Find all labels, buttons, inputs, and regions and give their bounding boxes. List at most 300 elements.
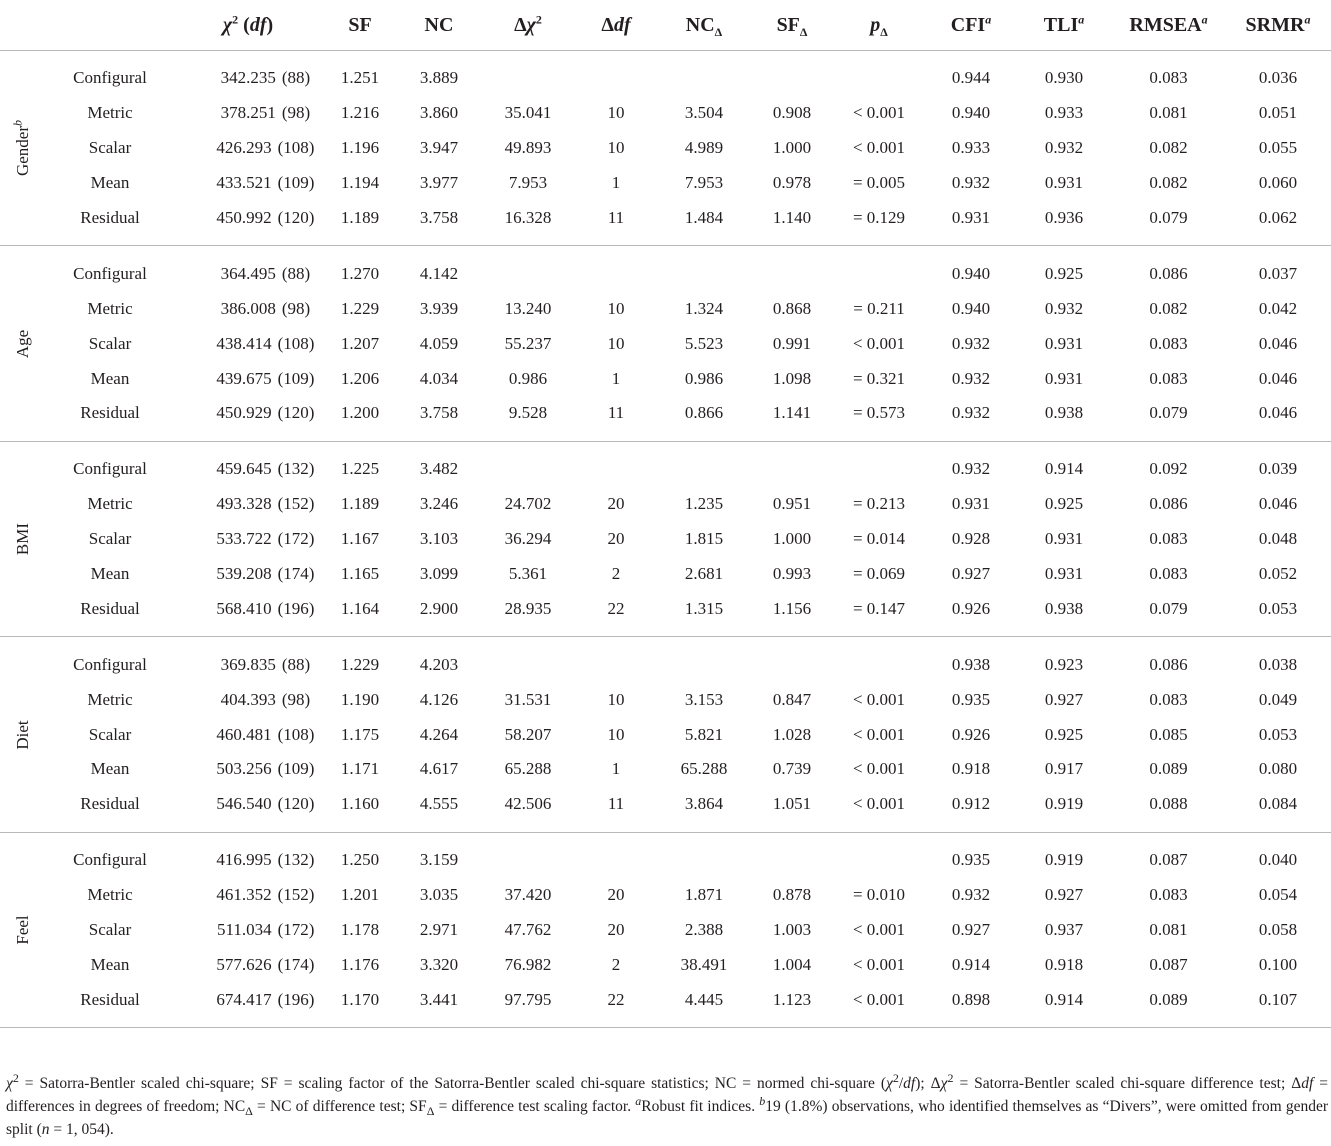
cell-tli: 0.925	[1044, 263, 1084, 283]
cell-nc-d: 4.989	[684, 138, 724, 158]
chi-value: 378.251	[220, 103, 276, 123]
chi-value: 386.008	[220, 298, 276, 318]
cell-ddf: 11	[607, 403, 625, 423]
cell-srmr: 0.037	[1258, 263, 1298, 283]
cell-nc: 3.441	[419, 989, 459, 1009]
group-label-cell	[0, 832, 46, 1027]
cell-srmr: 0.046	[1258, 494, 1298, 514]
cell-dchi: 16.328	[504, 208, 552, 227]
col-header-level	[46, 0, 174, 51]
cell-rmsea: 0.079	[1149, 598, 1188, 618]
col-header-nc: NC	[424, 13, 454, 36]
cell-cfi: 0.935	[951, 850, 991, 870]
cell-dchi: 47.762	[504, 920, 552, 940]
cell-p-d: = 0.573	[852, 403, 906, 423]
model-level: Configural	[73, 459, 147, 479]
model-level: Metric	[87, 494, 133, 514]
cell-cfi: 0.932	[951, 368, 991, 388]
cell-rmsea: 0.088	[1149, 794, 1188, 814]
cell-dchi	[480, 51, 576, 96]
cell-sf-d: 1.140	[772, 208, 812, 227]
cell-ddf: 20	[607, 494, 625, 514]
cell-rmsea: 0.085	[1149, 724, 1188, 744]
cell-tli: 0.931	[1044, 564, 1084, 584]
cell-nc: 4.555	[419, 794, 459, 814]
cell-sf: 1.176	[340, 954, 380, 974]
cell-rmsea: 0.082	[1149, 138, 1188, 158]
chi-value: 533.722	[216, 529, 272, 549]
cell-dchi: 24.702	[504, 494, 552, 514]
cell-rmsea: 0.083	[1149, 333, 1188, 353]
model-level: Configural	[73, 654, 147, 674]
cell-cfi: 0.926	[951, 598, 991, 618]
cell-tli: 0.932	[1044, 298, 1084, 318]
cell-cfi: 0.914	[951, 954, 991, 974]
cell-sf-d: 0.868	[772, 298, 812, 318]
cell-rmsea: 0.082	[1149, 173, 1188, 193]
cell-sf-d: 0.847	[772, 689, 812, 709]
cell-sf-d: 1.123	[772, 989, 812, 1009]
cell-nc-d	[656, 51, 752, 96]
chi-value: 404.393	[220, 689, 276, 709]
cell-nc-d: 3.504	[684, 103, 724, 123]
df-value: (88)	[281, 654, 311, 674]
cell-nc-d: 3.864	[684, 794, 724, 814]
cell-sf: 1.250	[340, 850, 380, 870]
cell-cfi: 0.932	[951, 173, 991, 193]
cell-tli: 0.919	[1044, 850, 1084, 870]
cell-rmsea: 0.086	[1149, 654, 1188, 674]
cell-nc-d: 4.445	[684, 989, 724, 1009]
table-row	[0, 591, 1331, 636]
cell-nc-d	[656, 832, 752, 877]
cell-dchi	[480, 441, 576, 486]
cell-nc: 2.971	[419, 920, 459, 940]
cell-nc-d: 5.821	[684, 724, 724, 744]
cell-srmr: 0.053	[1258, 598, 1298, 618]
cell-cfi: 0.944	[951, 68, 991, 88]
chi-value: 568.410	[216, 598, 272, 618]
df-value: (120)	[277, 794, 315, 814]
cell-nc-d: 0.986	[684, 368, 724, 388]
cell-sf: 1.251	[340, 68, 380, 88]
chi-value: 433.521	[216, 173, 272, 193]
cell-rmsea: 0.092	[1149, 459, 1188, 479]
cell-srmr: 0.080	[1258, 759, 1298, 779]
df-value: (108)	[277, 333, 315, 353]
chi-cell	[174, 131, 322, 166]
table-row	[0, 787, 1331, 832]
cell-rmsea: 0.079	[1149, 403, 1188, 423]
table-row	[0, 396, 1331, 441]
chi-cell	[174, 682, 322, 717]
cell-nc: 3.482	[419, 459, 459, 479]
cell-tli: 0.933	[1044, 103, 1084, 123]
cell-rmsea: 0.089	[1149, 759, 1188, 779]
chi-cell	[174, 396, 322, 441]
cell-cfi: 0.940	[951, 263, 991, 283]
cell-rmsea: 0.087	[1149, 954, 1188, 974]
cell-nc-d: 2.681	[684, 564, 724, 584]
cell-sf-d: 1.028	[772, 724, 812, 744]
cell-tli: 0.930	[1044, 68, 1084, 88]
cell-dchi: 37.420	[504, 885, 552, 905]
model-level: Residual	[80, 403, 140, 423]
cell-nc-d: 7.953	[684, 173, 724, 193]
cell-dchi: 31.531	[504, 689, 552, 709]
cell-ddf: 1	[611, 368, 621, 388]
df-value: (196)	[277, 989, 315, 1009]
cell-nc: 3.103	[419, 529, 459, 549]
cell-nc-d: 38.491	[680, 954, 728, 974]
cell-sf-d: 1.004	[772, 954, 812, 974]
table-row	[0, 832, 1331, 877]
cell-sf-d	[752, 246, 832, 291]
cell-sf-d: 1.141	[772, 403, 812, 423]
table-row	[0, 361, 1331, 396]
cell-sf: 1.170	[340, 989, 380, 1009]
cell-p-d: < 0.001	[852, 333, 906, 353]
cell-dchi: 28.935	[504, 598, 552, 618]
df-value: (88)	[281, 263, 311, 283]
cell-sf: 1.189	[340, 208, 380, 227]
cell-dchi: 7.953	[508, 173, 548, 193]
cell-rmsea: 0.083	[1149, 368, 1188, 388]
model-level: Metric	[87, 689, 133, 709]
df-value: (172)	[277, 529, 315, 549]
chi-value: 369.835	[220, 654, 276, 674]
cell-nc-d: 1.315	[684, 598, 724, 618]
cell-dchi: 97.795	[504, 989, 552, 1009]
cell-sf-d: 1.000	[772, 138, 812, 158]
chi-cell	[174, 166, 322, 201]
cell-srmr: 0.054	[1258, 885, 1298, 905]
cell-sf-d: 0.991	[772, 333, 812, 353]
cell-srmr: 0.084	[1258, 794, 1298, 814]
df-value: (109)	[277, 759, 315, 779]
cell-srmr: 0.036	[1258, 68, 1298, 88]
cell-cfi: 0.931	[951, 494, 991, 514]
df-value: (196)	[277, 598, 315, 618]
chi-cell	[174, 361, 322, 396]
cell-sf: 1.270	[340, 263, 380, 283]
cell-ddf	[576, 246, 656, 291]
cell-nc: 3.860	[419, 103, 459, 123]
cell-sf: 1.194	[340, 173, 380, 193]
model-level: Residual	[80, 794, 140, 814]
chi-value: 461.352	[216, 885, 272, 905]
cell-p-d: < 0.001	[852, 724, 906, 744]
chi-value: 450.929	[216, 403, 272, 423]
cell-dchi: 36.294	[504, 529, 552, 549]
cell-p-d: = 0.213	[852, 494, 906, 514]
cell-rmsea: 0.083	[1149, 68, 1188, 88]
cell-ddf: 10	[607, 689, 625, 709]
cell-sf: 1.189	[340, 494, 380, 514]
chi-cell	[174, 96, 322, 131]
cell-sf-d	[752, 637, 832, 682]
cell-sf-d: 1.003	[772, 920, 812, 940]
cell-rmsea: 0.087	[1149, 850, 1188, 870]
cell-dchi: 49.893	[504, 138, 552, 158]
chi-cell	[174, 717, 322, 752]
model-level: Residual	[80, 989, 140, 1009]
cell-ddf: 10	[607, 138, 625, 158]
cell-ddf: 10	[607, 103, 625, 123]
model-level: Metric	[87, 885, 133, 905]
df-value: (174)	[277, 564, 315, 584]
cell-ddf: 1	[611, 759, 621, 779]
df-value: (109)	[277, 173, 315, 193]
col-header-p-delta: $p_\Delta$	[870, 13, 888, 39]
cell-nc: 3.320	[419, 954, 459, 974]
table-row	[0, 291, 1331, 326]
cell-nc: 4.617	[419, 759, 459, 779]
chi-cell	[174, 752, 322, 787]
model-level: Mean	[90, 173, 130, 193]
cell-nc: 3.099	[419, 564, 459, 584]
cell-cfi: 0.912	[951, 794, 991, 814]
cell-tli: 0.938	[1044, 403, 1084, 423]
cell-nc-d	[656, 246, 752, 291]
chi-value: 546.540	[216, 794, 272, 814]
group-label: Feel	[13, 915, 32, 945]
cell-rmsea: 0.081	[1149, 103, 1188, 123]
cell-srmr: 0.046	[1258, 403, 1298, 423]
df-value: (152)	[277, 494, 315, 514]
cell-p-d: = 0.321	[852, 368, 906, 388]
cell-nc: 4.126	[419, 689, 459, 709]
cell-dchi	[480, 246, 576, 291]
cell-nc-d	[656, 441, 752, 486]
cell-p-d	[832, 51, 926, 96]
cell-nc: 3.939	[419, 298, 459, 318]
cell-sf-d: 0.878	[772, 885, 812, 905]
chi-value: 439.675	[216, 368, 272, 388]
cell-p-d: = 0.010	[852, 885, 906, 905]
cell-sf-d	[752, 832, 832, 877]
chi-cell	[174, 947, 322, 982]
group-block	[0, 441, 1331, 636]
table-footnote: $\chi^2$ = Satorra-Bentler scaled chi-square; SF = scaling factor of the Satorra-Bentler scaled chi-square statistics; NC = normed chi-square $(\chi^2/df)$; $\Delta\chi^2$ = Satorra-Bentler scaled chi-square difference test; Δdf = differences in degrees of freedom; $NC_\Delta$ = NC of difference test; $SF_\Delta$ = difference test scaling factor. $^a$Robust fit indices. $^b$19 (1.8%) observations, who identified themselves as “Divers”, were omitted from gender split (n = 1, 054).	[6, 1070, 1329, 1138]
cell-nc: 2.900	[419, 598, 459, 618]
cell-rmsea: 0.079	[1149, 208, 1188, 227]
cell-p-d	[832, 832, 926, 877]
cell-sf: 1.190	[340, 689, 380, 709]
chi-cell	[174, 326, 322, 361]
group-block	[0, 637, 1331, 832]
chi-value: 460.481	[216, 724, 272, 744]
cell-nc-d: 1.324	[684, 298, 724, 318]
cell-tli: 0.938	[1044, 598, 1084, 618]
cell-p-d	[832, 637, 926, 682]
group-label: Gender$^b$	[10, 120, 32, 177]
cell-cfi: 0.933	[951, 138, 991, 158]
cell-ddf: 2	[611, 954, 621, 974]
chi-value: 342.235	[220, 68, 276, 88]
table-row	[0, 982, 1331, 1027]
chi-cell	[174, 787, 322, 832]
cell-tli: 0.931	[1044, 529, 1084, 549]
cell-p-d: = 0.069	[852, 564, 906, 584]
cell-cfi: 0.926	[951, 724, 991, 744]
cell-ddf: 20	[607, 920, 625, 940]
table-row	[0, 878, 1331, 913]
cell-sf: 1.206	[340, 368, 380, 388]
chi-cell	[174, 557, 322, 592]
chi-value: 364.495	[220, 263, 276, 283]
model-level: Scalar	[88, 920, 132, 940]
chi-value: 438.414	[216, 333, 272, 353]
chi-cell	[174, 637, 322, 682]
cell-nc: 3.977	[419, 173, 459, 193]
cell-cfi: 0.932	[951, 333, 991, 353]
cell-nc: 4.059	[419, 333, 459, 353]
cell-nc: 3.758	[419, 403, 459, 423]
table-row	[0, 326, 1331, 361]
cell-dchi: 76.982	[504, 954, 552, 974]
cell-rmsea: 0.083	[1149, 689, 1188, 709]
cell-nc: 4.034	[419, 368, 459, 388]
table-row	[0, 947, 1331, 982]
table-row	[0, 487, 1331, 522]
chi-value: 577.626	[216, 954, 272, 974]
cell-p-d: < 0.001	[852, 689, 906, 709]
chi-value: 674.417	[216, 989, 272, 1009]
cell-rmsea: 0.083	[1149, 885, 1188, 905]
cell-srmr: 0.058	[1258, 920, 1298, 940]
cell-srmr: 0.100	[1258, 954, 1298, 974]
cell-sf-d: 1.156	[772, 598, 812, 618]
df-value: (98)	[281, 689, 311, 709]
cell-ddf: 11	[607, 208, 625, 227]
col-header-group	[0, 0, 46, 51]
cell-sf: 1.201	[340, 885, 380, 905]
cell-sf: 1.160	[340, 794, 380, 814]
cell-nc-d: 1.871	[684, 885, 724, 905]
model-level: Configural	[73, 850, 147, 870]
cell-ddf: 22	[607, 598, 625, 618]
model-level: Residual	[80, 208, 140, 227]
cell-nc-d	[656, 637, 752, 682]
cell-rmsea: 0.083	[1149, 529, 1188, 549]
col-header-nc-delta: $NC_\Delta$	[685, 13, 723, 39]
df-value: (109)	[277, 368, 315, 388]
cell-dchi: 58.207	[504, 724, 552, 744]
cell-dchi	[480, 637, 576, 682]
cell-nc: 3.159	[419, 850, 459, 870]
cell-p-d	[832, 441, 926, 486]
cell-p-d: < 0.001	[852, 989, 906, 1009]
cell-dchi: 13.240	[504, 298, 552, 318]
cell-sf-d: 0.978	[772, 173, 812, 193]
cell-p-d: < 0.001	[852, 794, 906, 814]
cell-srmr: 0.049	[1258, 689, 1298, 709]
cell-ddf: 10	[607, 298, 625, 318]
cell-cfi: 0.932	[951, 885, 991, 905]
df-value: (88)	[281, 68, 311, 88]
cell-rmsea: 0.083	[1149, 564, 1188, 584]
group-label: Diet	[13, 719, 32, 750]
cell-nc-d: 65.288	[680, 759, 728, 779]
cell-sf-d	[752, 51, 832, 96]
cell-nc-d: 0.866	[684, 403, 724, 423]
df-value: (172)	[277, 920, 315, 940]
cell-rmsea: 0.086	[1149, 263, 1188, 283]
cell-srmr: 0.060	[1258, 173, 1298, 193]
cell-p-d: = 0.005	[852, 173, 906, 193]
cell-srmr: 0.107	[1258, 989, 1298, 1009]
cell-sf: 1.175	[340, 724, 380, 744]
cell-cfi: 0.931	[951, 208, 991, 227]
cell-p-d: = 0.014	[852, 529, 906, 549]
chi-cell	[174, 982, 322, 1027]
chi-cell	[174, 522, 322, 557]
cell-nc-d: 1.484	[684, 208, 724, 227]
cell-nc: 3.889	[419, 68, 459, 88]
cell-tli: 0.923	[1044, 654, 1084, 674]
cell-rmsea: 0.082	[1149, 298, 1188, 318]
cell-nc: 4.203	[419, 654, 459, 674]
model-level: Mean	[90, 368, 130, 388]
cell-ddf: 10	[607, 333, 625, 353]
table-row	[0, 201, 1331, 246]
cell-p-d: < 0.001	[852, 954, 906, 974]
cell-sf-d: 1.098	[772, 368, 812, 388]
chi-cell	[174, 291, 322, 326]
cell-nc: 4.142	[419, 263, 459, 283]
df-value: (120)	[277, 208, 315, 227]
cell-tli: 0.931	[1044, 368, 1084, 388]
header-row	[0, 0, 1331, 51]
cell-p-d: < 0.001	[852, 759, 906, 779]
chi-cell	[174, 487, 322, 522]
col-header-ddf: Δdf	[601, 13, 631, 36]
cell-srmr: 0.042	[1258, 298, 1298, 318]
cell-sf-d: 0.951	[772, 494, 812, 514]
cell-p-d: < 0.001	[852, 138, 906, 158]
cell-p-d: = 0.211	[853, 298, 905, 318]
chi-cell	[174, 878, 322, 913]
cell-sf: 1.165	[340, 564, 380, 584]
cell-cfi: 0.940	[951, 103, 991, 123]
group-label-cell	[0, 51, 46, 246]
cell-sf-d: 0.739	[772, 759, 812, 779]
cell-cfi: 0.935	[951, 689, 991, 709]
cell-nc-d: 1.235	[684, 494, 724, 514]
cell-tli: 0.931	[1044, 173, 1084, 193]
chi-value: 450.992	[216, 208, 272, 227]
cell-dchi: 0.986	[508, 368, 548, 388]
cell-nc-d: 5.523	[684, 333, 724, 353]
df-value: (98)	[281, 298, 311, 318]
cell-p-d: < 0.001	[852, 103, 906, 123]
cell-rmsea: 0.086	[1149, 494, 1188, 514]
df-value: (132)	[277, 850, 315, 870]
model-level: Scalar	[88, 138, 132, 158]
cell-sf: 1.167	[340, 529, 380, 549]
cell-tli: 0.918	[1044, 954, 1084, 974]
model-level: Configural	[73, 68, 147, 88]
cell-p-d: < 0.001	[852, 920, 906, 940]
cell-dchi: 5.361	[508, 564, 548, 584]
df-value: (108)	[277, 138, 315, 158]
cell-ddf: 22	[607, 989, 625, 1009]
col-header-chi: $\chi^2$ (df)	[222, 11, 274, 36]
col-header-tli: TLI$^a$	[1043, 11, 1085, 36]
group-block	[0, 832, 1331, 1027]
cell-tli: 0.927	[1044, 689, 1084, 709]
